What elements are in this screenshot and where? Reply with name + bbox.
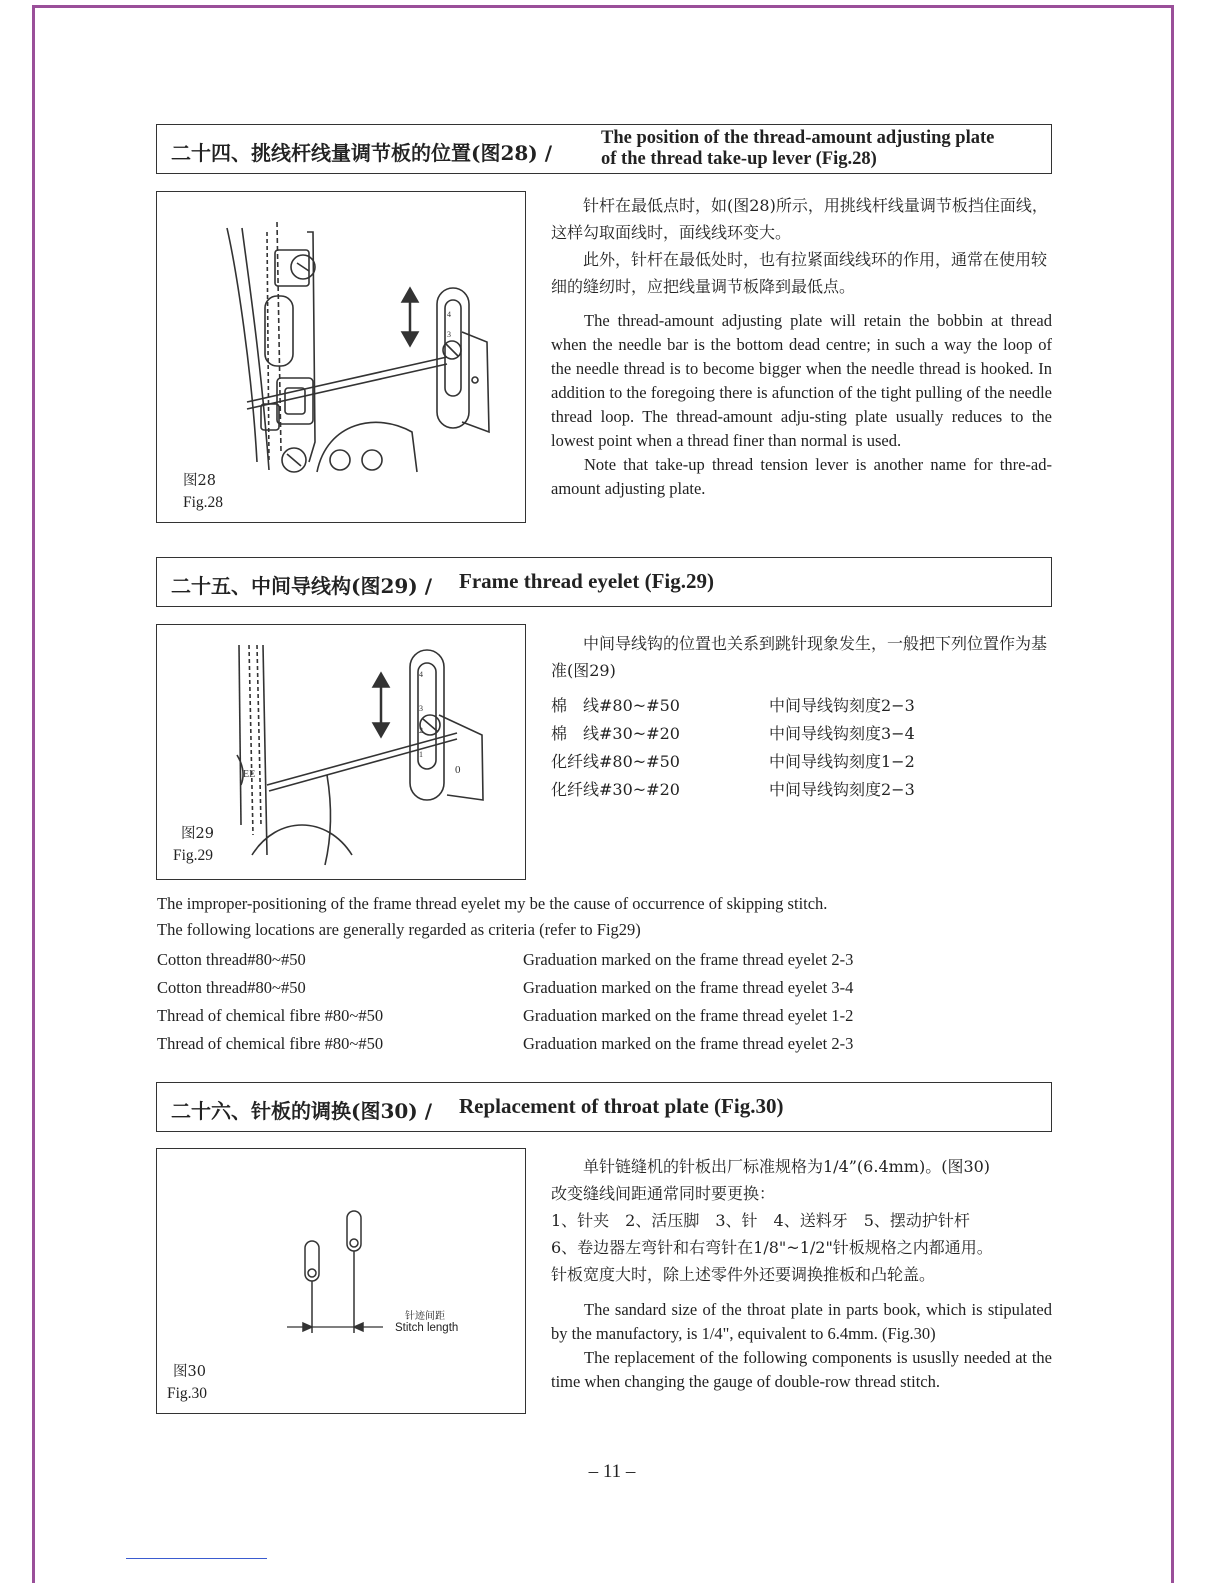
- figure-28: [156, 191, 526, 523]
- figure-30-caption: [167, 1361, 207, 1405]
- section-25-heading-en: Frame thread eyelet (Fig.29): [459, 569, 715, 593]
- section-24-heading-en-2: of the thread take-up lever (Fig.28): [601, 149, 877, 169]
- section-24-heading: [156, 124, 1052, 174]
- figure-29-caption-cn: 图29: [181, 826, 214, 842]
- section-25-heading-cn: 二十五、中间导线构(图29) /: [171, 574, 433, 598]
- section-26-cn-line-3: 1、针夹 2、活压脚 3、针 4、送料牙 5、摆动护针杆: [551, 1211, 970, 1230]
- figure-29: [156, 624, 526, 880]
- figure-29-caption-en: Fig.29: [173, 847, 214, 864]
- section-24-heading-en-1: The position of the thread-amount adjusting plate: [601, 128, 995, 148]
- en-table-row-1-thread: Cotton thread#80~#50: [157, 950, 306, 969]
- figure-30-drawing: [157, 1149, 525, 1413]
- svg-text:3: 3: [447, 330, 451, 339]
- svg-text:3: 3: [419, 704, 423, 713]
- en-table-row-1-scale: Graduation marked on the frame thread eyelet 2-3: [523, 950, 854, 969]
- section-26-cn-line-1: 单针链缝机的针板出厂标准规格为1/4”(6.4mm)。(图30): [583, 1157, 991, 1176]
- cn-table-row-4-scale: 中间导线钩刻度2−3: [769, 780, 915, 799]
- en-table-row-3-thread: Thread of chemical fibre #80~#50: [157, 1006, 384, 1025]
- section-24-en-paragraph-1: The thread-amount adjusting plate will retain the bobbin at thread when the needle bar is the bottom dead centre; in such a way the loop of the needle thread is to become bigger when the needle thread is hooked. In addition to the foregoing there is afunction of the tight pulling of the needle thread loop. The thread-amount adju-sting plate usually reduces to the lowest point when a thread finer than normal is used.: [551, 311, 1052, 450]
- section-24-text: [551, 192, 1052, 501]
- section-24-cn-paragraph-1: 针杆在最低点时，如(图28)所示，用挑线杆线量调节板挡住面线，这样勾取面线时，面线线环变大。: [551, 196, 1048, 242]
- section-25-en-line-1: The improper-positioning of the frame thread eyelet my be the cause of occurrence of skipping stitch.: [157, 894, 828, 913]
- section-24-en-paragraph-2: Note that take-up thread tension lever is another name for thre-ad-amount adjusting plate.: [551, 455, 1052, 498]
- section-26-cn-line-4: 6、卷边器左弯针和右弯针在1/8"~1/2"针板规格之内都通用。: [551, 1238, 993, 1257]
- section-26-cn-line-5: 针板宽度大时，除上述零件外还要调换推板和凸轮盖。: [551, 1265, 936, 1284]
- section-25-en-line-2: The following locations are generally regarded as criteria (refer to Fig29): [157, 920, 641, 939]
- figure-28-caption: [183, 470, 223, 514]
- figure-30: [156, 1148, 526, 1414]
- cn-table-row-3-thread: 化纤线#80~#50: [551, 752, 680, 771]
- svg-text:EE: EE: [243, 769, 256, 780]
- figure-28-caption-cn: 图28: [183, 473, 216, 489]
- section-24-cn-paragraph-2: 此外，针杆在最低处时，也有拉紧面线线环的作用，通常在使用较细的缝纫时，应把线量调节板降到最低点。: [551, 250, 1048, 296]
- svg-text:2: 2: [419, 726, 423, 735]
- cn-table-row-4-thread: 化纤线#30~#20: [551, 780, 680, 799]
- section-26-text: [551, 1153, 1056, 1394]
- figure-29-caption: [173, 823, 214, 867]
- section-25-cn-intro-block: [551, 630, 1052, 684]
- section-26-cn-line-2: 改变缝线间距通常同时要更换：: [551, 1184, 776, 1203]
- cn-table-row-2-thread: 棉 线#30~#20: [551, 724, 680, 743]
- section-24-heading-cn: 二十四、挑线杆线量调节板的位置(图28) /: [171, 141, 553, 165]
- section-26-heading: [156, 1082, 1052, 1132]
- figure-30-label-en: Stitch length: [395, 1322, 459, 1334]
- section-25-heading: [156, 557, 1052, 607]
- cn-table-row-1-thread: 棉 线#80~#50: [551, 696, 680, 715]
- en-table-row-4-thread: Thread of chemical fibre #80~#50: [157, 1034, 384, 1053]
- section-26-en-paragraph-2: The replacement of the following components is ususlly needed at the time when changing the gauge of double-row thread stitch.: [551, 1348, 1052, 1391]
- section-26-en-paragraph-1: The sandard size of the throat plate in parts book, which is stipulated by the manufactory, is 1/4", equivalent to 6.4mm. (Fig.30): [551, 1300, 1052, 1343]
- page-number: – 11 –: [588, 1461, 636, 1482]
- svg-text:4: 4: [447, 310, 451, 319]
- svg-text:0: 0: [455, 764, 461, 776]
- svg-text:4: 4: [419, 670, 423, 679]
- section-25-cn-intro: 中间导线钩的位置也关系到跳针现象发生，一般把下列位置作为基准(图29): [551, 634, 1048, 680]
- figure-30-caption-cn: 图30: [173, 1364, 206, 1380]
- cn-table-row-1-scale: 中间导线钩刻度2−3: [769, 696, 915, 715]
- section-26-heading-cn: 二十六、针板的调换(图30) /: [171, 1099, 433, 1123]
- figure-28-caption-en: Fig.28: [183, 494, 224, 511]
- footer-rule: [126, 1558, 267, 1559]
- en-table-row-2-scale: Graduation marked on the frame thread eyelet 3-4: [523, 978, 854, 997]
- cn-table-row-3-scale: 中间导线钩刻度1−2: [769, 752, 915, 771]
- figure-30-label-cn: 针迹间距: [405, 1311, 445, 1322]
- section-26-heading-en: Replacement of throat plate (Fig.30): [459, 1094, 784, 1118]
- en-table-row-3-scale: Graduation marked on the frame thread eyelet 1-2: [523, 1006, 854, 1025]
- en-table-row-4-scale: Graduation marked on the frame thread eyelet 2-3: [523, 1034, 854, 1053]
- cn-table-row-2-scale: 中间导线钩刻度3−4: [769, 724, 915, 743]
- en-table-row-2-thread: Cotton thread#80~#50: [157, 978, 306, 997]
- figure-30-caption-en: Fig.30: [167, 1385, 208, 1402]
- svg-text:1: 1: [419, 750, 423, 759]
